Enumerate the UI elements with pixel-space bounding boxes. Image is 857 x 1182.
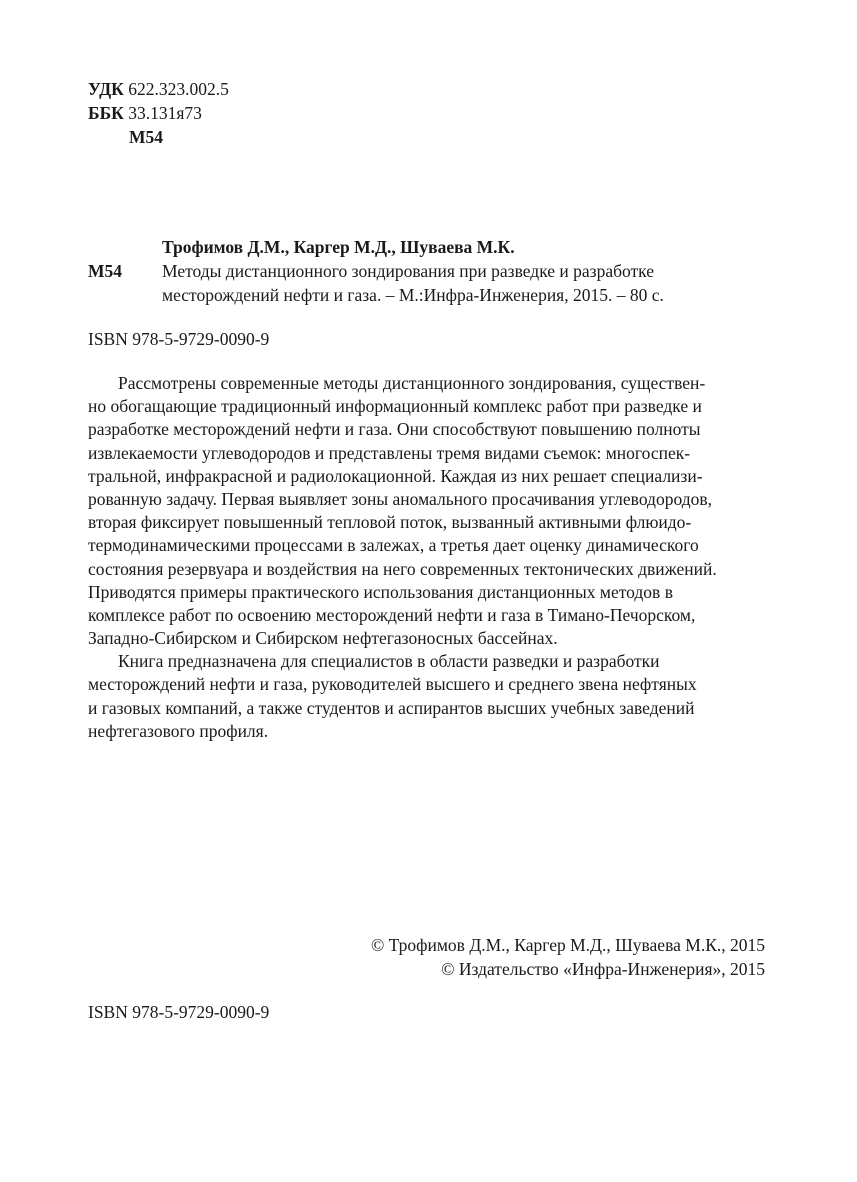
book-title-line-2: месторождений нефти и газа. – М.:Инфра-Инженерия, 2015. – 80 с. — [162, 285, 664, 305]
book-title-line-1: Методы дистанционного зондирования при разведке и разработке — [162, 261, 654, 281]
abstract-line: извлекаемости углеводородов и представлены тремя видами съемок: многоспек- — [88, 442, 691, 463]
abstract-line: вторая фиксирует повышенный тепловой поток, вызванный активными флюидо- — [88, 512, 692, 533]
abstract — [88, 372, 717, 743]
isbn-top: ISBN 978-5-9729-0090-9 — [88, 329, 270, 349]
abstract-line: Приводятся примеры практического использования дистанционных методов в — [88, 581, 673, 602]
abstract-line: комплексе работ по освоению месторождений нефти и газа в Тимано-Печорском, — [88, 604, 696, 625]
abstract-line: нефтегазового профиля. — [88, 720, 269, 741]
copyright-authors: © Трофимов Д.М., Каргер М.Д., Шуваева М.К., 2015 — [370, 935, 765, 955]
abstract-line: рованную задачу. Первая выявляет зоны аномального просачивания углеводородов, — [88, 488, 713, 509]
authors: Трофимов Д.М., Каргер М.Д., Шуваева М.К. — [162, 237, 515, 257]
udk-label: УДК — [88, 79, 124, 99]
abstract-line: Книга предназначена для специалистов в области разведки и разработки — [118, 651, 660, 672]
abstract-line: и газовых компаний, а также студентов и аспирантов высших учебных заведений — [88, 697, 695, 718]
abstract-line: тральной, инфракрасной и радиолокационной. Каждая из них решает специализи- — [88, 465, 703, 486]
bbk-label: ББК — [88, 103, 124, 123]
abstract-line: разработке месторождений нефти и газа. Они способствуют повышению полноты — [88, 419, 701, 440]
udk-value: 622.323.002.5 — [128, 79, 229, 99]
abstract-line: месторождений нефти и газа, руководителей высшего и среднего звена нефтяных — [88, 674, 697, 695]
abstract-line: термодинамическими процессами в залежах, а третья дает оценку динамического — [88, 535, 699, 556]
udk-line — [88, 78, 229, 100]
abstract-line: но обогащающие традиционный информационный комплекс работ при разведке и — [88, 396, 702, 417]
author-sign-bib: М54 — [88, 261, 123, 281]
author-sign-top: М54 — [129, 127, 164, 147]
abstract-line: Западно-Сибирском и Сибирском нефтегазоносных бассейнах. — [88, 628, 558, 649]
isbn-bottom: ISBN 978-5-9729-0090-9 — [88, 1002, 270, 1022]
abstract-line: состояния резервуара и воздействия на него современных тектонических движений. — [88, 558, 717, 579]
bbk-value: 33.131я73 — [128, 103, 202, 123]
bbk-line — [88, 102, 202, 124]
copyright-publisher: © Издательство «Инфра-Инженерия», 2015 — [441, 959, 765, 979]
abstract-line: Рассмотрены современные методы дистанционного зондирования, существен- — [118, 373, 706, 393]
